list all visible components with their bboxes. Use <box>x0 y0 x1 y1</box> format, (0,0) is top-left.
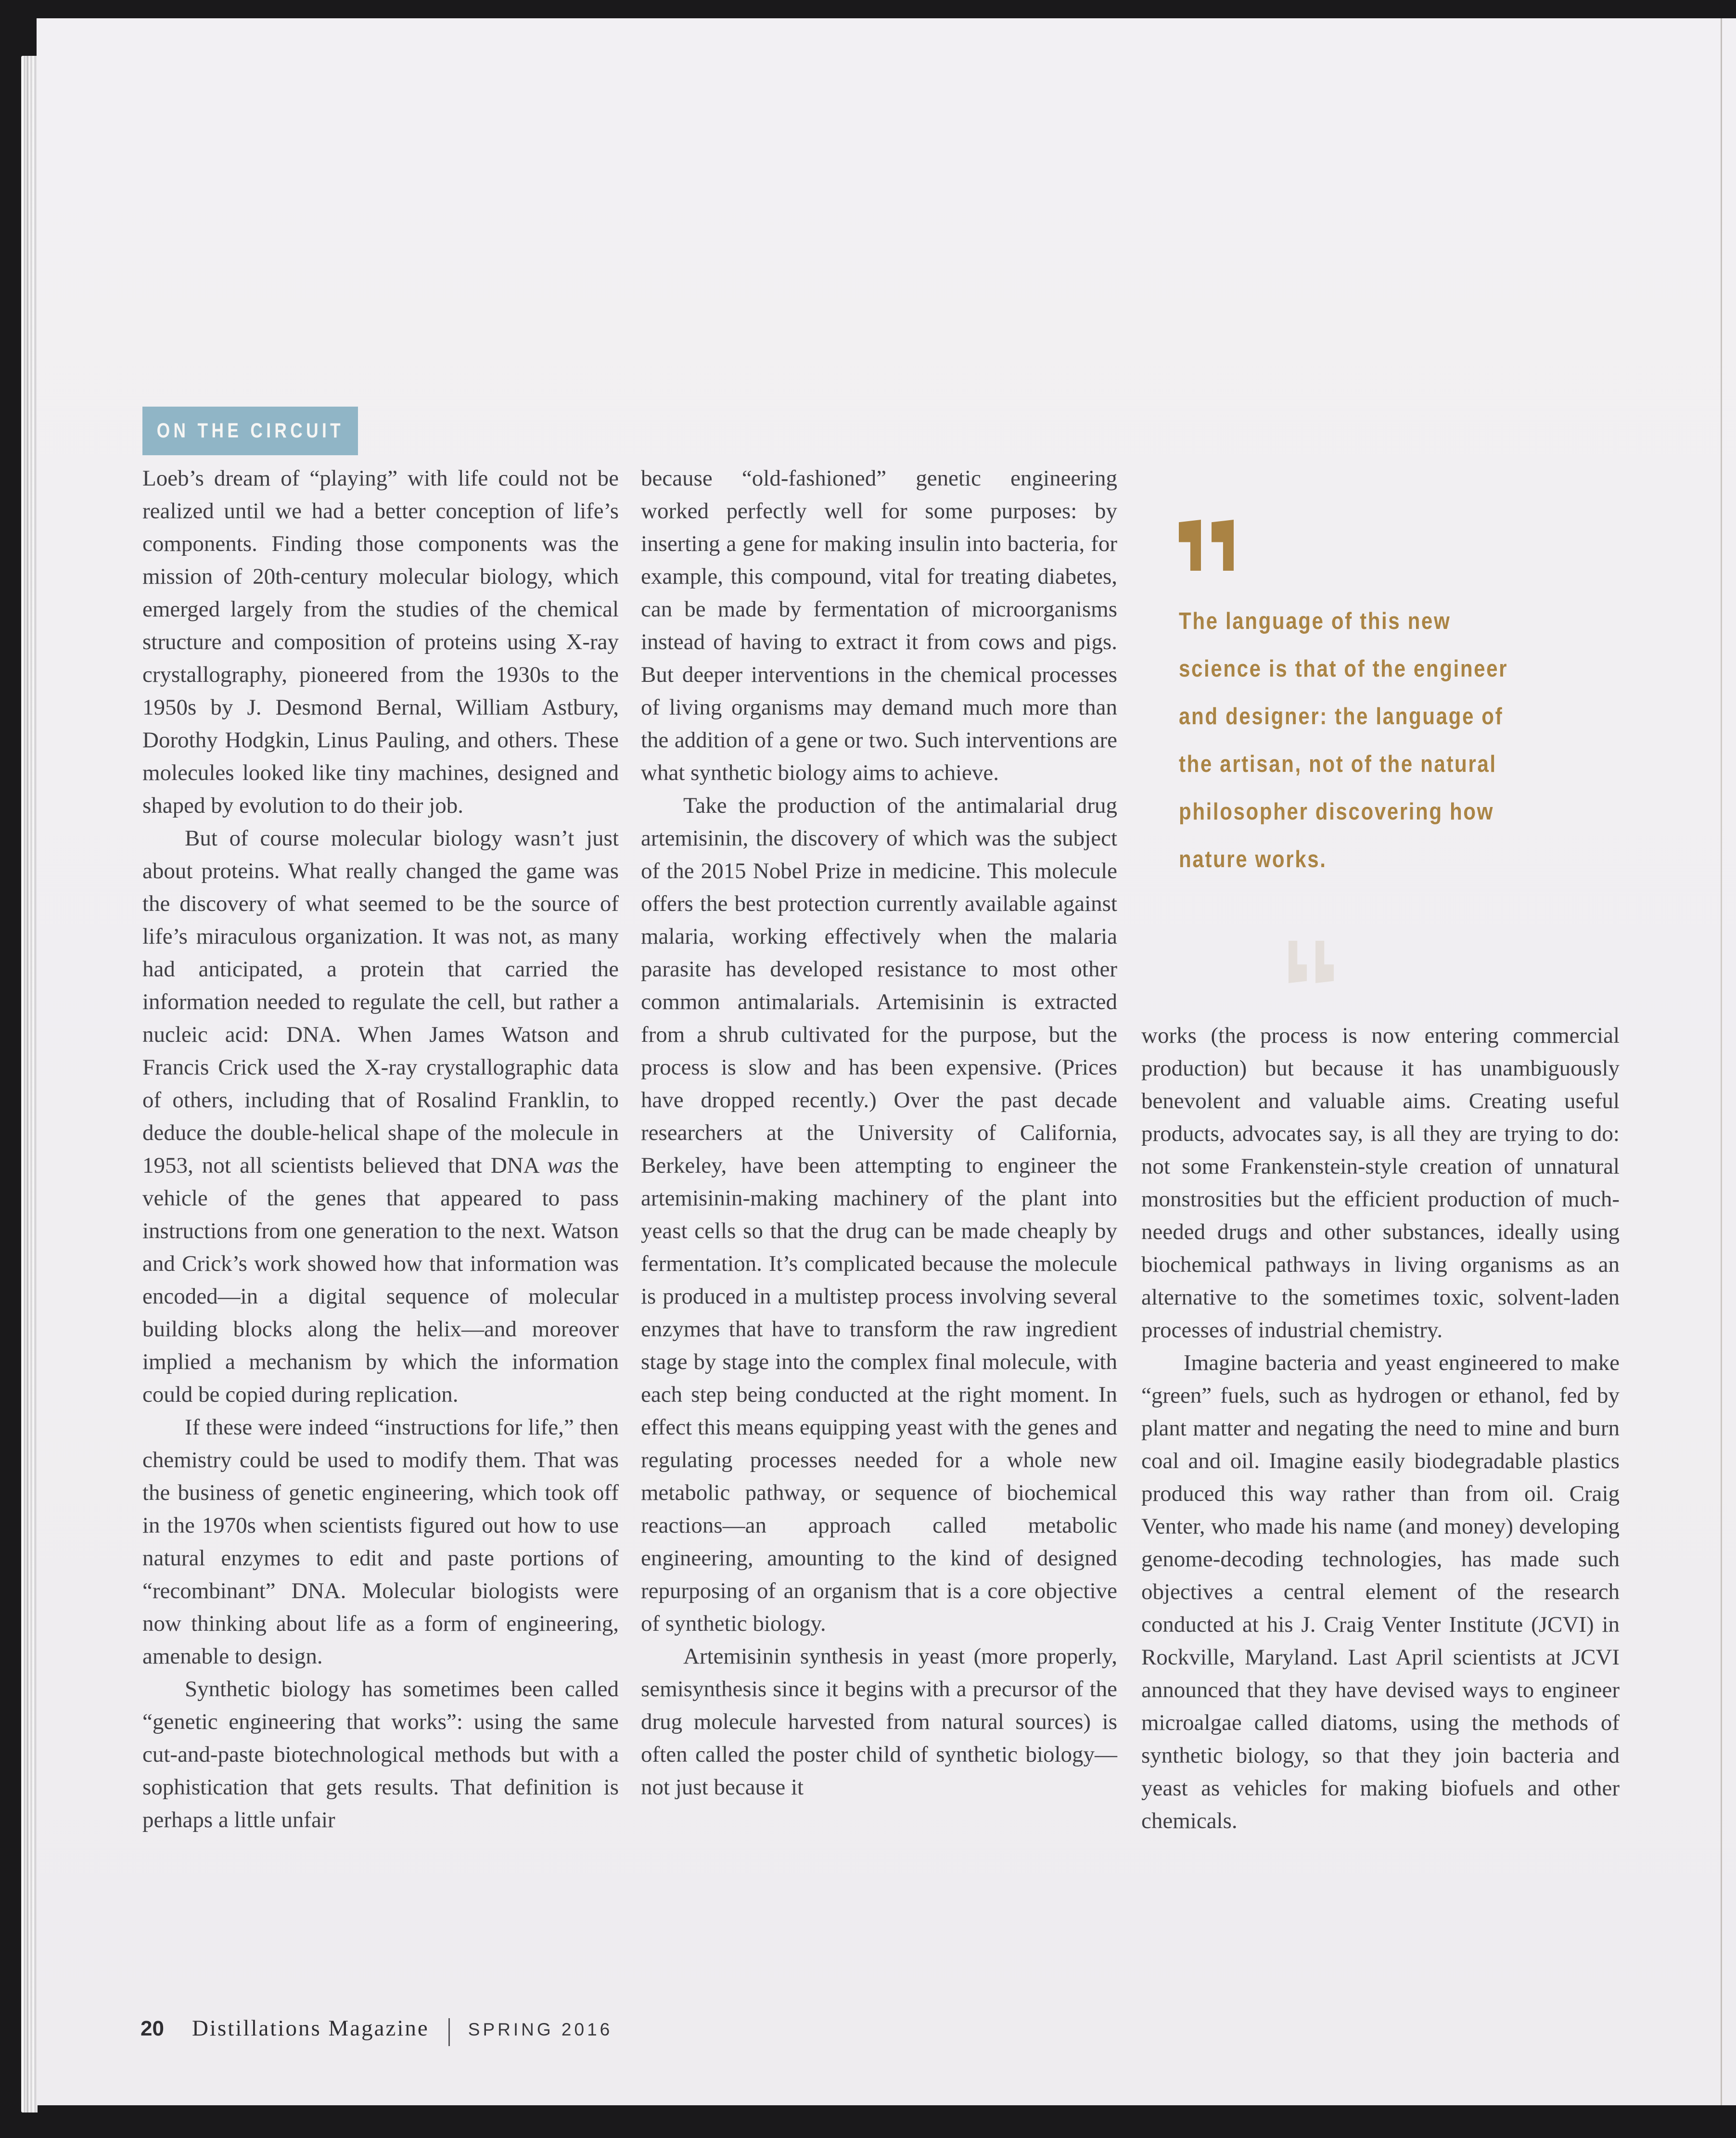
pull-quote-line: philosopher discovering how <box>1179 799 1494 825</box>
pull-quote-line: nature works. <box>1179 846 1327 872</box>
page-footer <box>140 2015 613 2049</box>
page-number: 20 <box>140 2017 164 2040</box>
issue-label: SPRING 2016 <box>468 2020 613 2039</box>
body-text-segment: If these were indeed “instructions for life,” then chemistry could be used to modify them. That was the business of genetic engineering, which took off in the 1970s when scientists figured out how to use natural enzymes to edit and paste portions of “recombinant” DNA. Molecular biologists were now thinking about life as a form of engineering, amenable to design. <box>142 1415 619 1669</box>
pull-quote <box>1179 520 1631 883</box>
body-text-segment: Loeb’s dream of “playing” with life could not be realized until we had a better conception of life’s components. Finding those components was the mission of 20th-century molecular biology, which emerged largely from the studies of the chemical structure and composition of proteins using X-ray crystallography, pioneered from the 1930s to the 1950s by J. Desmond Bernal, William Astbury, Dorothy Hodgkin, Linus Pauling, and others. These molecules looked like tiny machines, designed and shaped by evolution to do their job. <box>142 466 619 818</box>
article-column-2 <box>641 462 1117 1804</box>
body-paragraph <box>1141 1019 1620 1346</box>
body-text-segment: Synthetic biology has sometimes been called “genetic engineering that works”: using the same cut-and-paste biotechnological methods but with a sophistication that gets results. That definition is perhaps a little unfair <box>142 1677 619 1832</box>
page-fold-line <box>1721 18 1722 2105</box>
body-paragraph <box>641 789 1117 1640</box>
body-paragraph <box>142 822 619 1411</box>
body-text-segment: the vehicle of the genes that appeared to pass instructions from one generation to the next. Watson and Crick’s work showed how that information was encoded—in a digital sequence of molecular building blocks along the helix—and moreover implied a mechanism by which the information could be copied during replication. <box>142 1153 619 1407</box>
opening-quote-icon <box>1179 520 1631 571</box>
body-text-segment-italic: was <box>547 1153 583 1178</box>
pull-quote-text <box>1179 598 1631 883</box>
magazine-title: Distillations Magazine <box>191 2016 429 2041</box>
body-paragraph <box>1141 1346 1620 1837</box>
footer-divider <box>448 2018 450 2046</box>
body-paragraph <box>641 462 1117 789</box>
magazine-page <box>37 18 1736 2105</box>
body-text-segment: Take the production of the antimalarial drug artemisinin, the discovery of which was the subject of the 2015 Nobel Prize in medicine. This molecule offers the best protection currently available against malaria, working effectively when the malaria parasite has developed resistance to most other common antimalarials. Artemisinin is extracted from a shrub cultivated for the purpose, but the process is slow and has been expensive. (Prices have dropped recently.) Over the past decade researchers at the University of California, Berkeley, have been attempting to engineer the artemisinin-making machinery of the plant into yeast cells so that the drug can be made cheaply by fermentation. It’s complicated because the molecule is produced in a multistep process involving several enzymes that have to transform the raw ingredient stage by stage into the complex final molecule, with each step being conducted at the right moment. In effect this means equipping yeast with the genes and regulating processes needed for a whole new metabolic pathway, or sequence of biochemical reactions—an approach called metabolic engineering, amounting to the kind of designed repurposing of an organism that is a core objective of synthetic biology. <box>641 793 1117 1636</box>
body-text-segment: Artemisinin synthesis in yeast (more properly, semisynthesis since it begins with a precursor of the drug molecule harvested from natural sources) is often called the poster child of synthetic biology—not just because it <box>641 1644 1117 1800</box>
section-badge-label: ON THE CIRCUIT <box>156 419 344 442</box>
body-text-segment: But of course molecular biology wasn’t just about proteins. What really changed the game was the discovery of what seemed to be the source of life’s miraculous organization. It was not, as many had anticipated, a protein that carried the information needed to regulate the cell, but rather a nucleic acid: DNA. When James Watson and Francis Crick used the X-ray crystallographic data of others, including that of Rosalind Franklin, to deduce the double-helical shape of the molecule in 1953, not all scientists believed that DNA <box>142 826 619 1178</box>
pull-quote-line: the artisan, not of the natural <box>1179 751 1497 777</box>
pull-quote-line: The language of this new <box>1179 608 1451 634</box>
body-paragraph <box>142 462 619 822</box>
article-column-1 <box>142 462 619 1836</box>
article-column-3 <box>1141 1019 1620 1837</box>
body-paragraph <box>641 1640 1117 1804</box>
page-stack-edges <box>21 56 38 2112</box>
closing-quote-showthrough-icon <box>1280 938 1334 983</box>
section-badge <box>142 407 358 455</box>
body-paragraph <box>142 1673 619 1836</box>
body-text-segment: works (the process is now entering commercial production) but because it has unambiguously benevolent and valuable aims. Creating useful products, advocates say, is all they are trying to do: not some Frankenstein-style creation of unnatural monstrosities but the efficient production of much-needed drugs and other substances, ideally using biochemical pathways in living organisms as an alternative to the sometimes toxic, solvent-laden processes of industrial chemistry. <box>1141 1023 1620 1343</box>
pull-quote-line: and designer: the language of <box>1179 704 1504 730</box>
pull-quote-line: science is that of the engineer <box>1179 656 1508 682</box>
body-text-segment: because “old-fashioned” genetic engineering worked perfectly well for some purposes: by inserting a gene for making insulin into bacteria, for example, this compound, vital for treating diabetes, can be made by fermentation of microorganisms instead of having to extract it from cows and pigs. But deeper interventions in the chemical processes of living organisms may demand much more than the addition of a gene or two. Such interventions are what synthetic biology aims to achieve. <box>641 466 1117 785</box>
body-paragraph <box>142 1411 619 1673</box>
body-text-segment: Imagine bacteria and yeast engineered to make “green” fuels, such as hydrogen or ethanol, fed by plant matter and negating the need to mine and burn coal and oil. Imagine easily biodegradable plastics produced this way rather than from oil. Craig Venter, who made his name (and money) developing genome-decoding technologies, has made such objectives a central element of the research conducted at his J. Craig Venter Institute (JCVI) in Rockville, Maryland. Last April scientists at JCVI announced that they have devised ways to engineer microalgae called diatoms, using the methods of synthetic biology, so that they join bacteria and yeast as vehicles for making biofuels and other chemicals. <box>1141 1350 1620 1833</box>
